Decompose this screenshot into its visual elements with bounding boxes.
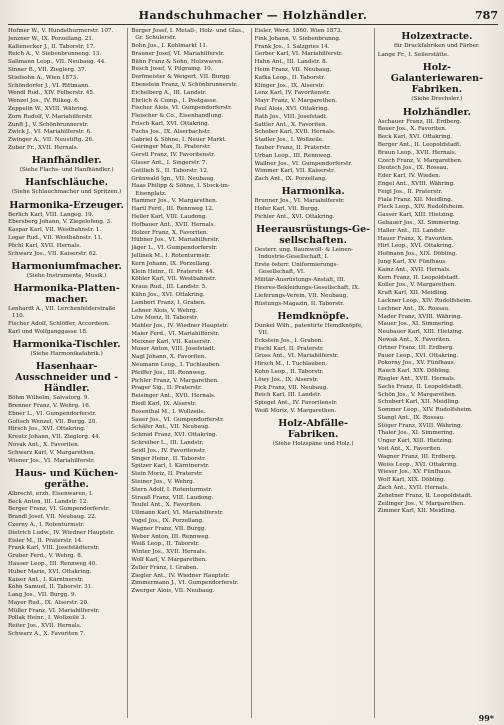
directory-entry: Eckstein Jos., I. Graben.	[254, 337, 324, 344]
directory-entry: Unger Karl, XIII. Hietzing.	[377, 438, 454, 445]
directory-entry: Frank Karl, VIII. Josefstädterstr.	[8, 545, 100, 552]
page-header	[8, 6, 498, 25]
directory-entry: Grünwald Ign., VII. Neubaug.	[131, 175, 216, 182]
directory-entry: Pöchl Karl, XVII. Hernals.	[8, 242, 81, 249]
section-heading: Holz-Galanteriewaren-Fabriken.	[390, 62, 483, 96]
directory-entry: Lange Fr., I. Seilerstätte.	[377, 52, 449, 59]
directory-entry: Zorn Rudolf, V. Mariahilferstr.	[8, 113, 93, 120]
directory-entry: Heeres-Bekleidungs-Gesellschaft, IX.	[254, 284, 360, 291]
directory-entry: Riegler Ant., XVII. Hernals.	[377, 375, 456, 382]
directory-entry: Zeppelin W., XVIII. Währing.	[8, 105, 89, 112]
directory-entry: Zach Ant., IX. Porzellang.	[254, 176, 327, 183]
directory-entry: Sachs Franz, II. Leopoldstadt.	[377, 383, 464, 390]
directory-entry: Kern Johann, IX. Porzellang.	[131, 260, 212, 267]
directory-entry: Berger Josef, I. Metall-, Holz- und Glas., Gr. Schulerstr.	[131, 28, 245, 42]
directory-entry: Zuber Fr., XVII. Hernals.	[8, 144, 79, 151]
directory-entry: Strauß Franz, VIII. Laudong.	[131, 494, 214, 501]
section-heading: Harmonika.	[281, 186, 345, 198]
section-heading: Hemdknöpfe.	[277, 310, 349, 322]
directory-entry: Jung Karl, XV. Fünfhaus.	[377, 258, 448, 265]
directory-entry: Mayr Franz, V. Margarethen.	[254, 98, 337, 105]
directory-entry: Wenzel Jos., IV. Rilkeg. 6.	[8, 98, 80, 105]
directory-entry: Jellinek M., I. Rotenturmstr.	[131, 252, 211, 259]
directory-entry: Hofmer W., V. Hundsthurmerstr. 107.	[8, 28, 114, 34]
directory-entry: Zimmer Karl, XII. Meidling.	[377, 508, 457, 515]
directory-entry: Schwarz Jos., VII. Kaiserstr. 62.	[8, 250, 98, 257]
section-heading: Holzhändler.	[402, 106, 471, 118]
directory-entry: Weiß Moriz, V. Margarethen.	[254, 407, 337, 414]
directory-entry: Hirt Leop., XVI. Ottakring.	[377, 243, 454, 250]
directory-entry: Zehetner Franz, II. Leopoldstadt.	[377, 492, 473, 499]
directory-entry: Wiener Jos., VI. Mariahilferstr.	[8, 457, 95, 464]
directory-entry: Mauer Jos., XI. Simmering.	[377, 321, 455, 328]
directory-entry: Zwerger Alois, VII. Neubaug.	[131, 588, 215, 595]
page-number: 787	[475, 8, 498, 22]
directory-entry: Zwick J., VI. Mariahilferstr. 6.	[8, 129, 92, 136]
section-heading: Holzextracte.	[401, 31, 473, 42]
directory-entry: Köhler Karl, VII. Westbahnstr.	[131, 276, 217, 283]
directory-entry: Weiss Leop., XVI. Ottakring.	[377, 461, 458, 468]
directory-entry: Pichler Ant., XVI. Ottakring.	[254, 213, 335, 220]
directory-entry: Hübner Jos., VI. Mariahilferstr.	[131, 237, 220, 244]
directory-entry: Wolf Karl, V. Margarethen.	[131, 557, 207, 563]
section-note: (Siehe Schlauchmacher und Spritzen.)	[11, 189, 122, 196]
directory-entry: Kreutz Johann, VII. Zieglerg. 44.	[8, 434, 101, 441]
directory-entry: Löwy Jos., IX. Alserstr.	[254, 376, 319, 383]
directory-entry: Wolf Karl, XIX. Döbling.	[377, 477, 446, 484]
directory-entry: Urban Leop., III. Rennweg.	[254, 152, 332, 159]
directory-entry: Eichelberg A., III. Landstr.	[131, 89, 207, 96]
directory-entry: Mader Franz, XVIII. Währing.	[377, 313, 462, 320]
directory-entry: Stadler Jos., I. Wollzeile.	[254, 137, 324, 144]
directory-entry: Rauch Karl, XIX. Döbling.	[377, 368, 451, 375]
directory-entry: Eisler M., II. Praterstr. 14.	[8, 537, 83, 544]
directory-entry: Wendl Rud., XIV. Felberstr. 45.	[8, 90, 95, 97]
directory-entry: Czerny A., I. Rotenturmstr.	[8, 521, 85, 528]
section-note: (Siehe Flachs- und Hanfhändler.)	[19, 167, 114, 174]
directory-entry: Berger Franz, VI. Gumpendorferstr.	[8, 506, 110, 513]
directory-entry: Gross Ant., VI. Mariahilferstr.	[254, 353, 339, 360]
directory-entry: Lackner Leop., XIV. Rudolfsheim.	[377, 297, 473, 304]
directory-entry: Spitzer Karl, I. Kärntnerstr.	[131, 463, 210, 470]
directory-entry: Fink Johann, V. Siebenbrunng.	[254, 35, 341, 42]
directory-entry: Heller Karl, VIII. Laudong.	[131, 213, 208, 220]
directory-entry: Reich Karl, III. Landstr.	[254, 392, 322, 399]
directory-entry: Hahn Ant., III. Landstr. 8.	[254, 59, 328, 66]
directory-entry: Beck Anton, III. Landstr. 12.	[8, 498, 89, 505]
directory-entry: Schober Karl, XVII. Hernals.	[254, 129, 336, 136]
directory-entry: Steiner Jos., V. Wehrg.	[131, 479, 195, 486]
directory-entry: Tauber Franz, II. Praterstr.	[254, 144, 332, 151]
directory-entry: Ebenstein Franz, V. Schönbrunnerstr.	[131, 81, 238, 88]
directory-entry: Zunft J., V. Schönbrunnerstr.	[8, 121, 89, 128]
directory-entry: Voit Ant., X. Favoriten.	[377, 446, 442, 453]
directory-entry: Singer Heinr., II. Taborstr.	[131, 455, 206, 462]
directory-entry: Pfeiffer Jos., III. Rennweg.	[131, 369, 207, 376]
directory-entry: Beck Karl, XVI. Ottakring.	[377, 134, 453, 141]
directory-entry: Brauner Josef, VI. Mariahilferstr.	[131, 50, 225, 57]
directory-entry: Berlich Karl, VIII. Langeg. 19.	[8, 211, 94, 218]
directory-entry: Fleck Leop., XIV. Rudolfsheim.	[377, 204, 465, 211]
directory-entry: Lambert Franz, I. Graben.	[131, 299, 206, 306]
directory-entry: Bauer Jos., X. Favoriten.	[377, 126, 447, 133]
directory-entry: Schön Jos., V. Margarethen.	[377, 391, 457, 398]
directory-entry: Sauer Jos., VI. Gumpendorferstr.	[131, 416, 224, 423]
directory-entry: Hammer Jos., V. Margarethen.	[131, 198, 218, 205]
directory-entry: Rosenthal M., I. Wollzeile.	[131, 408, 206, 415]
directory-entry: Müller Franz, VI. Mariahilferstr.	[8, 607, 100, 614]
directory-entry: Hirsch Jos., XVI. Ottakring.	[8, 426, 86, 433]
directory-entry: Dunkel Wilh., patentirte Hemdknöpfe, VII.	[254, 322, 363, 336]
directory-entry: Militär-Ausrüstungs-Anstalt, III.	[254, 277, 346, 284]
directory-entry: Winter Jos., XVII. Hernals.	[131, 549, 207, 556]
directory-entry: Busch Josef, V. Pilgramg. 10.	[131, 66, 213, 73]
directory-entry: Sallmann Leop., VII. Neubaug. 44.	[8, 59, 107, 66]
section-heading: Harmoniumfmacher.	[11, 260, 122, 272]
directory-entry: Klein Heinr., II. Praterstr. 44.	[131, 268, 215, 275]
directory-entry: Stangl Ant., IX. Rossau.	[377, 414, 445, 421]
directory-entry: Neubauer Karl, XIII. Hietzing.	[377, 329, 464, 336]
section-note: (Siehe Harmonikafabrik.)	[30, 350, 103, 357]
directory-entry: Fischl Karl, II. Praterstr.	[254, 345, 324, 352]
section-heading: Heerausrüstungs-Ge-sellschaften.	[256, 224, 371, 247]
directory-entry: Gabriel & Söhne, I. Neuer Markt.	[131, 136, 227, 143]
directory-entry: Dietrich Ludw., IV. Wiedner Hauptstr.	[8, 529, 115, 536]
directory-entry: Glaser Ant., I. Singerstr. 7.	[131, 159, 208, 166]
directory-entry: Spiegel Ant., IV. Favoritenstr.	[254, 400, 338, 407]
directory-entry: Stern Adolf, I. Rotenturmstr.	[131, 486, 213, 493]
directory-entry: Geiringer Max, II. Praterstr.	[131, 144, 211, 151]
section-heading: Hasenhaar-Ausschneider und -Händler.	[15, 361, 119, 395]
directory-entry: Neumann Leop., I. Tuchlauben.	[131, 362, 221, 369]
directory-entry: Paul Alois, XVI. Ottakring.	[254, 105, 329, 112]
directory-entry: Bohn Jos., I. Kohlmarkt 11.	[131, 43, 208, 49]
directory-entry: Kaspar Karl, VII. Westbahnstr. 1.	[8, 227, 102, 234]
directory-entry: Lechner Ant., IX. Rossau.	[377, 305, 450, 312]
directory-entry: Kern Franz, II. Leopoldstadt.	[377, 274, 460, 281]
directory-entry: Oesterr. ung. Baumwoll- & Leinen-Industrie-Gesellschaft, I.	[254, 247, 354, 261]
directory-entry: Hauer Franz, X. Favoriten.	[377, 235, 454, 242]
directory-entry: Gasser Karl, XIII. Hietzing.	[377, 212, 455, 219]
section-heading: Haus- und Küchen-geräthe.	[15, 467, 119, 490]
directory-entry: Wallner Jos., VI. Gumpendorferstr.	[254, 160, 353, 167]
directory-entry: Haas Philipp & Söhne, I. Stock-im-Eisenplatz.	[131, 183, 230, 197]
directory-entry: Jenzner W., IX. Porzellang. 21.	[8, 35, 94, 42]
directory-entry: Ehrlich & Comp., I. Postgasse.	[131, 97, 218, 104]
directory-entry: Ebner L., VI. Gumpendorferstr.	[8, 410, 97, 417]
directory-entry: Moser Anton, VIII. Josefstadt.	[131, 346, 216, 353]
directory-entry: Reiter Jos., XVII. Hernals.	[8, 623, 82, 630]
directory-entry: Hofmann Jos., XIX. Döbling.	[377, 251, 458, 258]
directory-entry: Engel Ant., XVIII. Währing.	[377, 180, 455, 187]
directory-entry: Gerstl Franz, IV. Favoritenstr.	[131, 152, 216, 159]
directory-entry: Zwinger A., VII. Neustiftg. 26.	[8, 137, 94, 144]
page-title: Handschuhmacher — Holzhändler.	[138, 8, 368, 22]
directory-entry: Ebersberg Johann, V. Ziegelofeng. 3.	[8, 219, 112, 226]
sheet-signature: 99*	[478, 713, 494, 723]
directory-entry: Schmid Franz, XVI. Ottakring.	[131, 432, 218, 439]
directory-entry: Reich A., V. Siebenbrunneng. 13.	[8, 51, 102, 58]
directory-entry: Deutsch Jos., IX. Rossau.	[377, 165, 449, 172]
directory-entry: Brenner Franz, V. Wehrg. 16.	[8, 402, 91, 409]
directory-entry: Eisler, Werd. 1860. Wien 1873.	[254, 28, 343, 34]
directory-entry: Bühn Franz & Sohn, Holzwaren.	[131, 58, 224, 65]
directory-entry: Kaiser Ant., I. Kärntnerstr.	[8, 576, 84, 583]
column-1	[8, 28, 128, 718]
directory-entry: Kaltenecker J., II. Taborstr. 17.	[8, 43, 96, 50]
directory-entry: Löw Moriz, II. Taborstr.	[131, 315, 199, 322]
directory-entry: Thaler Jos., XI. Simmering.	[377, 430, 455, 437]
directory-entry: Karl und Wolfganggasse 18.	[8, 328, 88, 335]
directory-entry: Nagl Johann, X. Favoriten.	[131, 354, 207, 361]
directory-entry: Vogel Jos., IX. Porzellang.	[131, 518, 204, 525]
directory-entry: Mayer Rud., IX. Alserstr. 20.	[8, 599, 89, 606]
directory-entry: Prager Sig., II. Praterstr.	[131, 385, 202, 392]
directory-entry: Feigl Jos., II. Praterstr.	[377, 188, 443, 195]
directory-entry: Schubert Karl, XII. Meidling.	[377, 399, 460, 406]
directory-entry: Kohn Leop., II. Taborstr.	[254, 368, 324, 375]
directory-entry: Wimmer Karl, VII. Kaiserstr.	[254, 168, 335, 175]
directory-entry: Fleischer & Co., Eisenhandlung.	[131, 113, 224, 120]
directory-entry: Schöndorfer J., VI. Rittmann.	[8, 82, 91, 89]
directory-entry: Pokorny Jos., XV. Fünfhaus.	[377, 360, 456, 367]
directory-entry: Novak Ant., X. Favoriten.	[8, 441, 80, 448]
directory-entry: Fischer Adolf, Schlöffer, Accordeon.	[8, 320, 110, 327]
directory-entry: Gottlieb S., II. Taborstr. 12.	[131, 167, 209, 174]
section-note: (Siehe Drechsler.)	[411, 96, 463, 103]
directory-entry: Lang Jos., VII. Burgg. 9.	[8, 592, 77, 599]
section-heading: Harmonika-Platten-macher.	[13, 282, 120, 305]
directory-entry: Holzer Franz, X. Favoriten.	[131, 229, 209, 236]
directory-entry: Fischer Alois, VI. Gumpendorferstr.	[131, 105, 233, 112]
directory-entry: Stiefsohn A., Wien 1873.	[8, 74, 78, 81]
directory-entry: Heim Franz, VII. Neubaug.	[254, 66, 332, 73]
directory-entry: Brandl Josef, VII. Neubaug. 22.	[8, 514, 97, 521]
directory-entry: Maier Ferd., VI. Mariahilferstr.	[131, 330, 220, 337]
directory-entry: Kohn Samuel, II. Taborstr. 31.	[8, 584, 93, 591]
directory-entry: Hofbauer Ant., XVII. Hernals.	[131, 221, 216, 228]
directory-entry: Lehner Alois, V. Wehrg.	[131, 307, 198, 314]
directory-entry: Huber Marie, XVI. Ottakring.	[8, 568, 92, 575]
directory-entry: Ziegler Ant., IV. Wiedner Hauptstr.	[131, 572, 230, 579]
column-grid	[8, 28, 498, 718]
directory-entry: Kafka Leop., II. Taborstr.	[254, 74, 326, 81]
directory-entry: Koller Jos., V. Margarethen.	[377, 282, 457, 289]
directory-entry: Fiala Franz, XII. Meidling.	[377, 196, 453, 203]
directory-entry: Hartl Ferd., III. Rennweg 12.	[131, 206, 214, 213]
section-note: (Siehe Holzspäne und Holz.)	[272, 441, 354, 448]
directory-entry: Meixner Karl, VII. Kaiserstr.	[131, 338, 212, 345]
directory-entry: Lenhardt A., VII. Lerchenfelderstraße 110.	[8, 305, 116, 320]
column-2	[131, 28, 251, 718]
directory-entry: Erste österr. Uniformierungs-Gesellschaft, VI.	[254, 262, 339, 276]
directory-entry: Ullmann Karl, VI. Mariahilferstr.	[131, 510, 224, 517]
directory-entry: Pichler Franz, V. Margarethen.	[131, 377, 219, 384]
directory-entry: Frank Jos., I. Salzgries 14.	[254, 43, 330, 50]
section-note: für Druckfabriken und Färber.	[394, 43, 480, 49]
directory-entry: Haller Ant., III. Landstr.	[377, 227, 446, 234]
section-heading: Harmonika-Tischler.	[12, 338, 121, 350]
directory-entry: Zach Ant., XVII. Hernals.	[377, 485, 449, 492]
directory-entry: Rüstungs-Magazin, II. Taborstr.	[254, 300, 345, 307]
directory-entry: Kraus Rud., III. Landstr. 5.	[131, 284, 207, 291]
directory-entry: Braun Leop., XVII. Hernals.	[377, 149, 457, 156]
directory-entry: Dorfmeister & Weigert, VII. Burgg.	[131, 74, 231, 81]
directory-entry: Mahler Jos., IV. Wiedner Hauptstr.	[131, 323, 229, 330]
directory-entry: Pollak Heinr., I. Wollzeile 3.	[8, 615, 87, 622]
directory-entry: Frisch Karl, XVI. Ottakring.	[131, 120, 210, 127]
directory-entry: Teufel Ant., X. Favoriten.	[131, 502, 202, 509]
directory-entry: Sinner B., VII. Zieglerg. 37.	[8, 66, 87, 73]
directory-entry: Wagner Franz, III. Erdberg.	[377, 453, 457, 460]
directory-entry: Eder Karl, IV. Wieden.	[377, 173, 441, 180]
directory-entry: Stöger Franz, XVIII. Währing.	[377, 422, 463, 429]
directory-entry: Pauer Leop., XVI. Ottakring.	[377, 352, 459, 359]
directory-entry: Schwarz A., X. Favoriten 7.	[8, 631, 86, 638]
directory-entry: Zeller Franz, I. Graben.	[131, 564, 199, 571]
directory-entry: Kühn Jos., XVI. Ottakring.	[131, 291, 205, 298]
directory-entry: Aschauer Franz, III. Erdberg.	[377, 118, 462, 125]
directory-entry: Ortner Franz, III. Erdberg.	[377, 344, 455, 351]
directory-entry: Brunner Jos., VI. Mariahilferstr.	[254, 198, 345, 205]
directory-entry: Lenz Karl, IV. Favoritenstr.	[254, 90, 331, 97]
directory-entry: Gebauer Jos., XI. Simmering.	[377, 219, 461, 226]
directory-entry: Zimmermann J., VI. Gumpendorferstr.	[131, 580, 239, 587]
directory-entry: Wieser Jos., XV. Fünfhaus.	[377, 469, 452, 476]
directory-entry: Klinger Jos., IX. Alserstr.	[254, 82, 325, 89]
directory-entry: Gerber Karl, VI. Mariahilferstr.	[254, 51, 343, 58]
directory-entry: Berger Ant., II. Leopoldstadt.	[377, 142, 462, 148]
directory-entry: Hauser Leop., III. Rennweg 40.	[8, 560, 98, 567]
directory-entry: Rath Jos., VIII. Josefstadt.	[254, 113, 328, 120]
directory-entry: Zeilinger Jos., V. Margarethen.	[377, 500, 465, 507]
section-heading: Hanfschläuche.	[25, 177, 109, 189]
directory-entry: Albrecht, erzh. Eisenwaren, I.	[8, 490, 93, 497]
directory-entry: Riedl Karl, IX. Alserstr.	[131, 401, 197, 408]
directory-entry: Hofer Karl, VII. Burgg.	[254, 206, 320, 213]
directory-entry: Fuchs Jos., IX. Alserbachstr.	[131, 128, 211, 135]
directory-entry: Schwarz Karl, V. Margarethen.	[8, 449, 96, 456]
directory-entry: Sattler Ant., X. Favoriten.	[254, 121, 328, 128]
directory-entry: Pick Franz, VII. Neubaug.	[254, 384, 329, 391]
directory-entry: Kraft Karl, XII. Meidling.	[377, 290, 449, 297]
directory-entry: Lieferungs-Verein, VII. Neubaug.	[254, 292, 348, 299]
directory-entry: Czech Franz, V. Margarethen.	[377, 157, 463, 164]
directory-entry: Böhm Wilhelm, Salvatorg. 9.	[8, 395, 90, 402]
directory-entry: Stein Moriz, II. Praterstr.	[131, 471, 203, 478]
section-note: (Siehe Instrumente, Musik.)	[26, 272, 107, 279]
directory-entry: Nowak Ant., X. Favoriten.	[377, 336, 451, 343]
section-heading: Hanfhändler.	[31, 155, 102, 167]
directory-entry: Logar Rud., VII. Westbahnstr. 11.	[8, 234, 103, 241]
directory-entry: Jäger L., VI. Gumpendorferstr.	[131, 245, 218, 252]
directory-entry: Seidl Jos., IV. Favoritenstr.	[131, 447, 206, 454]
directory-entry: Wagner Franz, VII. Burgg.	[131, 525, 207, 532]
directory-entry: Hirsch M., I. Tuchlauben.	[254, 361, 328, 368]
column-3	[255, 28, 375, 718]
directory-entry: Gruber Ferd., V. Wehrg. 8.	[8, 553, 83, 560]
section-heading: Harmonika-Erzeuger.	[9, 199, 124, 211]
directory-entry: Kainz Ant., XVII. Hernals.	[377, 266, 451, 273]
directory-entry: Weiß Leop., II. Taborstr.	[131, 541, 200, 548]
directory-entry: Schäfer Ant., VII. Neubaug.	[131, 424, 210, 431]
directory-entry: Reisinger Ant., XVII. Hernals.	[131, 393, 216, 400]
directory-entry: Goltsch Wenzel, VII. Burgg. 20.	[8, 418, 98, 425]
column-4	[378, 28, 498, 718]
directory-entry: Schreiber L., III. Landstr.	[131, 440, 204, 447]
directory-entry: Sommer Leop., XIV. Rudolfsheim.	[377, 407, 473, 414]
directory-entry: Weber Anton, III. Rennweg.	[131, 533, 210, 540]
section-heading: Holz-Abfälle-Fabriken.	[278, 418, 348, 441]
